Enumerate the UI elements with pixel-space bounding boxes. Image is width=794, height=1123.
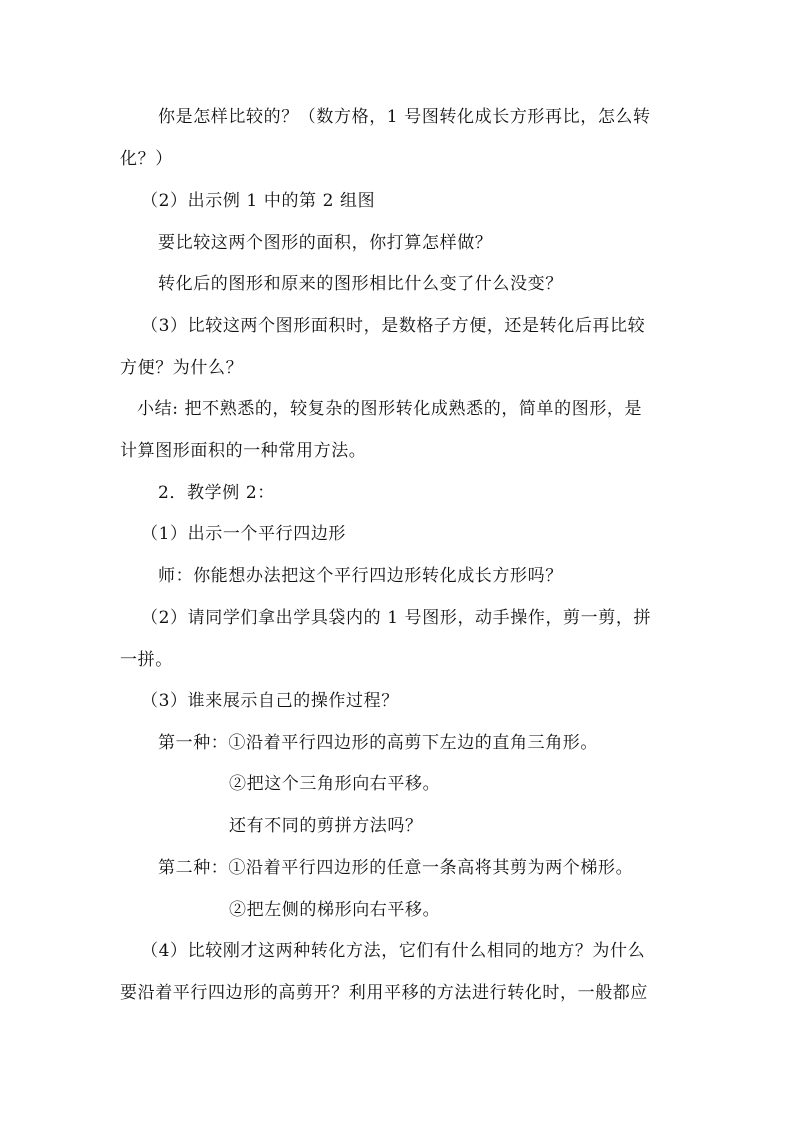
text-line: （3）谁来展示自己的操作过程？ — [141, 691, 399, 711]
text-line: 2．教学例 2： — [158, 483, 275, 503]
text-line: （2）出示例 1 中的第 2 组图 — [141, 191, 376, 211]
text-line: 转化后的图形和原来的图形相比什么变了什么没变？ — [158, 274, 563, 294]
text-line: 小结: 把不熟悉的，较复杂的图形转化成熟悉的，简单的图形，是 — [137, 399, 643, 419]
text-line: 还有不同的剪拼方法吗？ — [229, 816, 423, 836]
text-line: 一拼。 — [120, 650, 173, 670]
text-line: 方便？为什么？ — [120, 358, 244, 378]
text-line: 要比较这两个图形的面积，你打算怎样做？ — [158, 233, 493, 253]
text-line: （3）比较这两个图形面积时，是数格子方便，还是转化后再比较 — [141, 316, 646, 336]
text-line: （2）请同学们拿出学具袋内的 1 号图形，动手操作，剪一剪，拼 — [141, 608, 652, 628]
text-line: （1）出示一个平行四边形 — [141, 524, 347, 544]
text-line: 第二种：①沿着平行四边形的任意一条高将其剪为两个梯形。 — [158, 858, 634, 878]
text-line: 化？） — [120, 149, 173, 169]
text-line: （4）比较刚才这两种转化方法，它们有什么相同的地方？为什么 — [141, 941, 646, 961]
text-line: ②把这个三角形向右平移。 — [229, 774, 441, 794]
text-line: 你是怎样比较的？（数方格，1 号图转化成长方形再比，怎么转 — [158, 107, 651, 127]
text-line: 第一种：①沿着平行四边形的高剪下左边的直角三角形。 — [158, 733, 598, 753]
text-line: ②把左侧的梯形向右平移。 — [229, 900, 441, 920]
text-line: 师：你能想办法把这个平行四边形转化成长方形吗？ — [158, 566, 563, 586]
text-line: 计算图形面积的一种常用方法。 — [120, 441, 367, 461]
text-line: 要沿着平行四边形的高剪开？利用平移的方法进行转化时，一般都应 — [120, 983, 648, 1003]
